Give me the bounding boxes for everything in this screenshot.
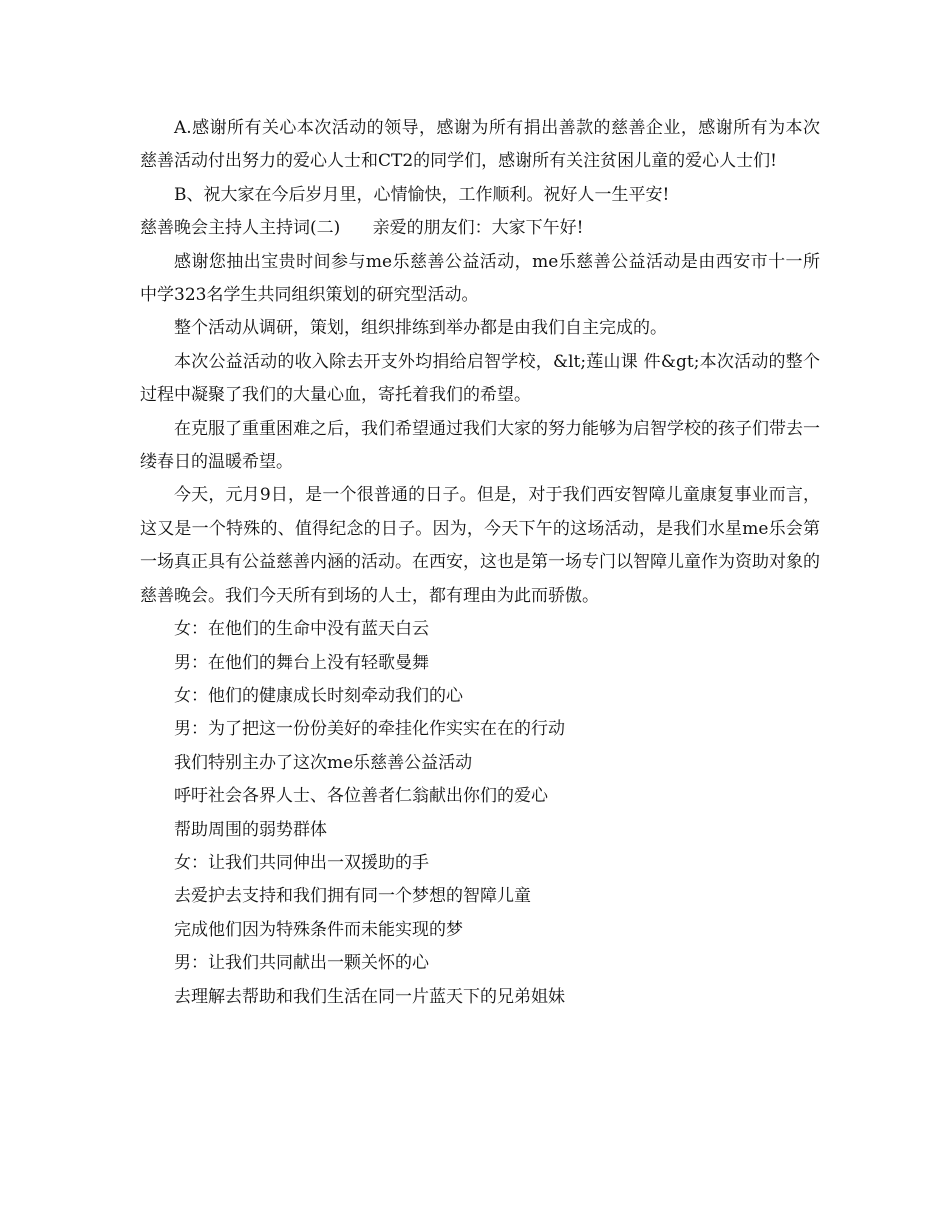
paragraph-blessing: B、祝大家在今后岁月里，心情愉快，工作顺利。祝好人一生平安! [174, 184, 670, 205]
dialogue-line: 男：让我们共同献出一颗关怀的心 [174, 953, 429, 974]
paragraph-hope: 在克服了重重困难之后，我们希望通过我们大家的努力能够为启智学校的孩子们带去一缕春日的温暖希望。 [140, 418, 820, 473]
dialogue-line: 去理解去帮助和我们生活在同一片蓝天下的兄弟姐妹 [174, 986, 565, 1007]
dialogue-line: 完成他们因为特殊条件而未能实现的梦 [174, 919, 463, 940]
paragraph-thanks: A.感谢所有关心本次活动的领导，感谢为所有捐出善款的慈善企业，感谢所有为本次慈善活动付出努力的爱心人士和CT2的同学们，感谢所有关注贫困儿童的爱心人士们! [140, 118, 820, 172]
dialogue-line: 去爱护去支持和我们拥有同一个梦想的智障儿童 [174, 886, 531, 907]
section-heading: 慈善晚会主持人主持词(二) 亲爱的朋友们：大家下午好! [140, 218, 584, 239]
paragraph-today: 今天，元月9日，是一个很普通的日子。但是，对于我们西安智障儿童康复事业而言，这又是一个特殊的、值得纪念的日子。因为，今天下午的这场活动，是我们水星me乐会第一场真正具有公益慈善内涵的活动。在西安，这也是第一场专门以智障儿童作为资助对象的慈善晚会。我们今天所有到场的人士，都有理由为此而骄傲。 [140, 485, 820, 606]
dialogue-line: 帮助周围的弱势群体 [174, 819, 327, 840]
dialogue-line: 女：在他们的生命中没有蓝天白云 [174, 619, 429, 640]
paragraph-intro: 感谢您抽出宝贵时间参与me乐慈善公益活动，me乐慈善公益活动是由西安市十一所中学323名学生共同组织策划的研究型活动。 [140, 251, 820, 306]
dialogue-line: 女：让我们共同伸出一双援助的手 [174, 852, 429, 873]
dialogue-line: 女：他们的健康成长时刻牵动我们的心 [174, 685, 463, 706]
document-body [140, 112, 820, 1014]
dialogue-line: 男：在他们的舞台上没有轻歌曼舞 [174, 652, 429, 673]
dialogue-line: 男：为了把这一份份美好的牵挂化作实实在在的行动 [174, 719, 565, 740]
paragraph-process: 整个活动从调研，策划，组织排练到举办都是由我们自主完成的。 [174, 318, 667, 339]
dialogue-line: 我们特别主办了这次me乐慈善公益活动 [174, 752, 473, 773]
paragraph-income: 本次公益活动的收入除去开支外均捐给启智学校，&lt;莲山课 件&gt;本次活动的整个过程中凝聚了我们的大量心血，寄托着我们的希望。 [140, 351, 820, 406]
dialogue-line: 呼吁社会各界人士、各位善者仁翁献出你们的爱心 [174, 786, 548, 807]
